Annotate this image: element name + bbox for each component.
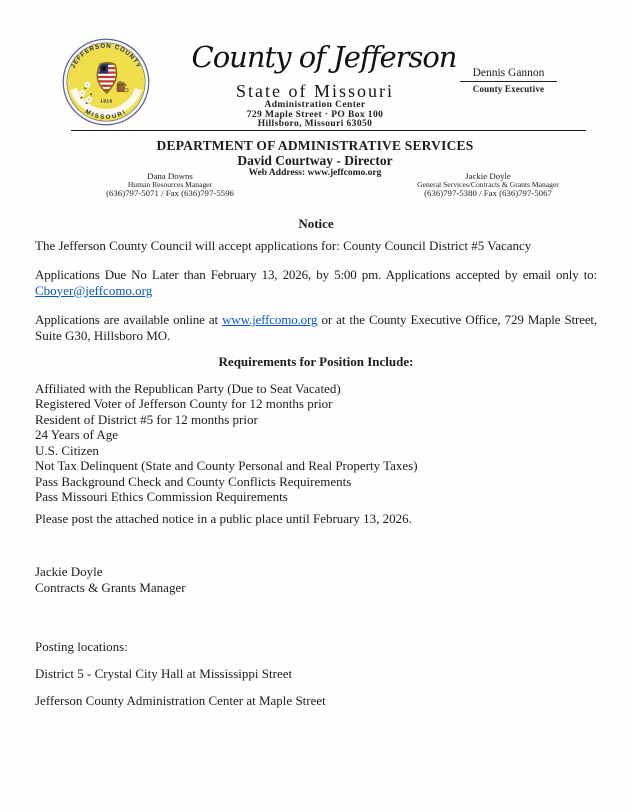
requirement-item: Pass Background Check and County Conflicts Requirements [35,473,352,489]
executive-title: County Executive [472,84,545,94]
address-line: 729 Maple Street · PO Box 100 [246,109,384,120]
contact-name: Jackie Doyle [465,171,511,181]
applications-available-paragraph [35,312,597,343]
requirement-item: Registered Voter of Jefferson County for 12 months prior [35,396,333,411]
contact-phone: (636)797-5380 / Fax (636)797-5067 [424,188,552,199]
requirements-list [35,381,597,505]
requirements-heading: Requirements for Position Include: [218,354,414,369]
requirement-item: Not Tax Delinquent (State and County Personal and Real Property Taxes) [35,458,418,473]
requirement-item: Pass Missouri Ethics Commission Requirements [35,489,288,504]
applications-available-line [35,312,597,328]
notice-intro: The Jefferson County Council will accept applications for: County Council District #5 Vacancy [35,237,532,253]
address-line: Administration Center [264,100,366,110]
department-title: DEPARTMENT OF ADMINISTRATIVE SERVICES [156,138,474,153]
seal-top-text: JEFFERSON COUNTY [69,42,143,70]
director-title: David Courtway - Director [237,153,393,168]
requirement-item: 24 Years of Age [35,427,119,442]
contact-name: Dana Downs [147,171,193,181]
signature-name: Jackie Doyle [35,564,103,579]
state-title: State of Missouri [236,81,394,101]
email-link[interactable]: Cboyer@jeffcomo.org [35,282,153,298]
available-text-pre: Applications are available online at [35,312,218,327]
applications-available-line2: Suite G30, Hillsboro MO. [35,327,171,343]
county-executive-block [460,67,557,94]
seal-year: 1818 [100,99,113,105]
address-block [0,101,630,130]
requirement-item: U.S. Citizen [35,442,99,458]
web-address: Web Address: www.jeffcomo.org [248,168,382,178]
notice-heading: Notice [298,216,334,231]
contact-title: General Services/Contracts & Grants Manager [417,180,559,190]
notice-body [35,216,597,709]
requirement-item: Resident of District #5 for 12 months prior [35,411,258,427]
address-line: Hillsboro, Missouri 63050 [257,119,373,130]
applications-due-line: Applications Due No Later than February 13, 2026, by 5:00 pm. Applications accepted by email only to: [35,267,597,282]
contact-title: Human Resources Manager [127,180,213,190]
signature-block [35,564,597,595]
applications-due-paragraph [35,267,597,298]
website-link[interactable]: www.jeffcomo.org [222,312,318,327]
available-text-post: or at the County Executive Office, 729 Maple Street, [321,312,597,327]
header-divider [71,130,586,131]
county-title: County of Jefferson [191,40,457,74]
post-note: Please post the attached notice in a public place until February 13, 2026. [35,510,412,526]
seal-bottom-text: MISSOURI [83,108,129,122]
posting-location: Jefferson County Administration Center at Maple Street [35,693,326,708]
signature-title: Contracts & Grants Manager [35,579,186,595]
contact-phone: (636)797-5071 / Fax (636)797-5596 [106,188,234,199]
posting-heading: Posting locations: [35,639,128,654]
executive-name: Dennis Gannon [460,67,557,82]
posting-location: District 5 - Crystal City Hall at Mississippi Street [35,666,293,681]
contact-left-block [60,172,280,199]
requirement-item: Affiliated with the Republican Party (Due to Seat Vacated) [35,380,341,396]
contact-right-block [378,172,598,199]
